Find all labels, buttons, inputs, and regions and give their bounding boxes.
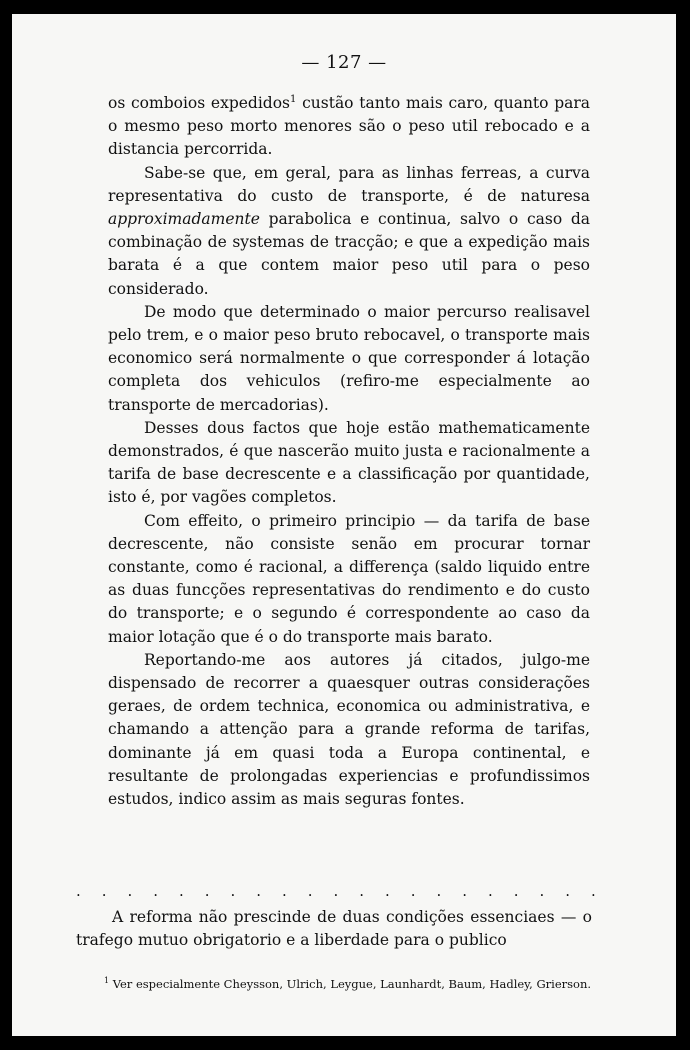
footnote-paragraph (76, 976, 594, 992)
footnote (76, 976, 594, 992)
separator-dot: . (256, 882, 262, 900)
separator-dot: . (462, 882, 468, 900)
separator-dot: . (307, 882, 313, 900)
paragraph: Reportando-me aos autores já citados, julgo-me dispensado de recorrer a quaesquer outras considerações geraes, de ordem technica, economica ou administrativa, e chamando a attenção para a grande reforma de tarifas, dominante já em quasi toda a Europa continental, e resultante de prolongadas experiencias e profundissimos estudos, indico assim as mais seguras fontes. (108, 650, 590, 809)
separator-dot: . (410, 882, 416, 900)
paragraph-text: os comboios expedidos (108, 94, 291, 112)
paragraph (108, 162, 590, 301)
paragraph-text: custão tanto mais caro, quanto para o mesmo peso morto menores são o peso util rebocado e a distancia percorrida. (108, 94, 591, 159)
continuation-text-block (76, 906, 592, 952)
page-number: — 127 — (301, 52, 387, 73)
separator-dot: . (101, 882, 107, 900)
separator-dot: . (127, 882, 133, 900)
separator-dot: . (565, 882, 571, 900)
dotted-separator (76, 882, 596, 900)
book-page (12, 14, 676, 1036)
separator-dot: . (204, 882, 210, 900)
separator-dot: . (436, 882, 442, 900)
closing-paragraph: A reforma não prescinde de duas condições essenciaes — o trafego mutuo obrigatorio e a liberdade para o publico (76, 908, 592, 950)
paragraph-text: Sabe-se que, em geral, para as linhas ferreas, a curva representativa do custo de transporte, é de naturesa (108, 163, 590, 205)
separator-dot: . (513, 882, 519, 900)
paragraph-text: parabolica e continua, salvo o caso da combinação de systemas de tracção; e que a expedição mais barata é a que contem maior peso util para o peso considerado. (108, 210, 590, 298)
separator-dot: . (359, 882, 365, 900)
footnote-text: Ver especialmente Cheysson, Ulrich, Leygue, Launhardt, Baum, Hadley, Grierson. (109, 977, 592, 991)
separator-dot: . (385, 882, 390, 900)
paragraph: Com effeito, o primeiro principio — da tarifa de base decrescente, não consiste senão em procurar tornar constante, como é racional, a differença (saldo liquido entre as duas funcções representativas do rendimento e do custo do transporte; e o segundo é correspondente ao caso da maior lotação que é o do transporte mais barato. (108, 511, 590, 646)
separator-dot: . (282, 882, 287, 900)
separator-dot: . (76, 882, 81, 900)
paragraph: De modo que determinado o maior percurso realisavel pelo trem, e o maior peso bruto rebocavel, o transporte mais economico será normalmente o que corresponder á lotação completa dos vehiculos (refiro-me especialmente ao transporte de mercadorias). (108, 302, 590, 414)
emphasized-word: approximadamente (108, 210, 260, 229)
paragraph: Desses dous factos que hoje estão mathematicamente demonstrados, é que nascerão muito justa e racionalmente a tarifa de base decrescente e a classificação por quantidade, isto é, por vagões completos. (108, 418, 590, 507)
paragraph (108, 92, 590, 162)
main-text-block (108, 92, 590, 811)
footnote-reference: 1 (290, 93, 297, 105)
separator-dot: . (333, 882, 339, 900)
separator-dot: . (591, 882, 596, 900)
separator-dot: . (230, 882, 236, 900)
separator-dot: . (153, 882, 159, 900)
separator-dot: . (179, 882, 184, 900)
separator-dot: . (488, 882, 493, 900)
footnote-number: 1 (104, 976, 110, 986)
separator-dot: . (539, 882, 545, 900)
